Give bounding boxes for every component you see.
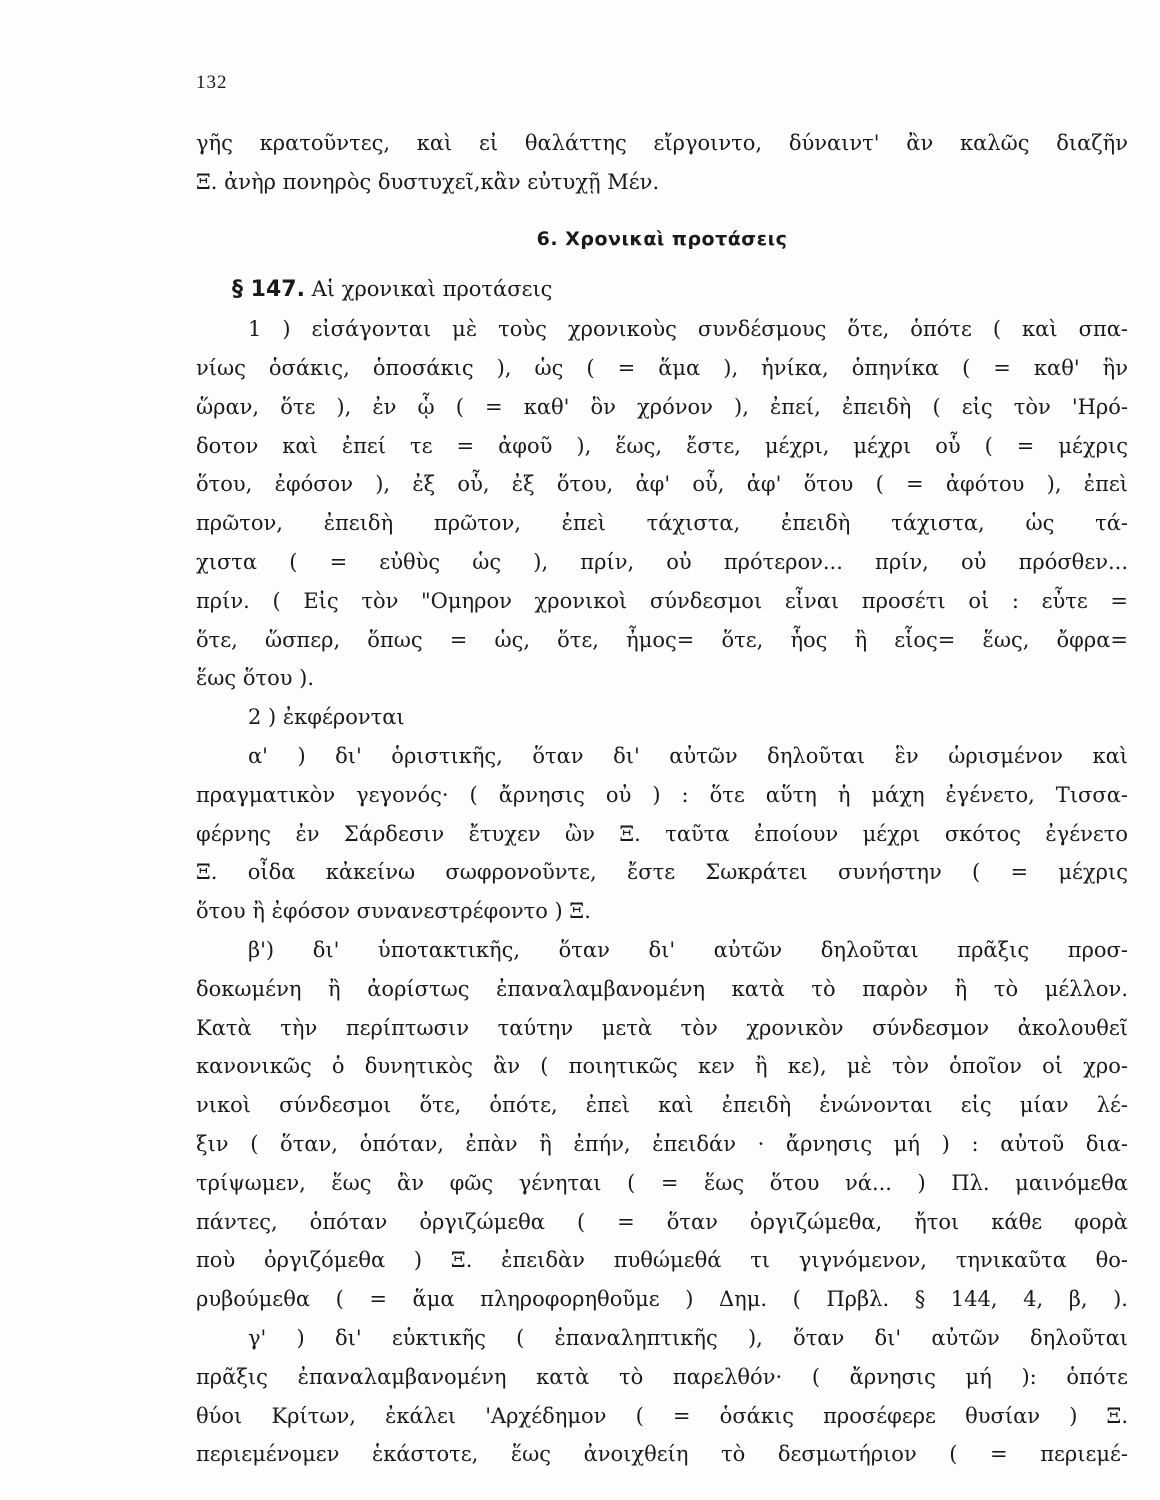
text-line: Αἱ χρονικαὶ προτάσεις (311, 277, 553, 302)
text-line: ρυβούμεθα ( = ἅμα πληροφορηθοῦμε ) Δημ. ( Πρβλ. § 144, 4, β, ). (196, 1287, 1128, 1312)
text-line: πάντες, ὁπόταν ὀργιζώμεθα ( = ὅταν ὀργιζώμεθα, ἤτοι κάθε φορὰ (196, 1209, 1128, 1234)
text-line: ὥραν, ὅτε ), ἐν ᾧ ( = καθ' ὃν χρόνον ), ἐπεί, ἐπειδὴ ( εἰς τὸν 'Ηρό- (196, 394, 1128, 419)
text-line: φέρνης ἐν Σάρδεσιν ἔτυχεν ὢν Ξ. ταῦτα ἐποίουν μέχρι σκότος ἐγένετο (196, 821, 1128, 846)
section-intro-line (196, 270, 1128, 310)
text-line: Ξ. ἀνὴρ πονηρὸς δυστυχεῖ,κἂν εὐτυχῇ Μέν. (196, 169, 660, 194)
text-line: γῆς κρατοῦντες, καὶ εἰ θαλάττης εἴργοιντο, δύναιντ' ἂν καλῶς διαζῆν (196, 131, 1128, 155)
text-line: πρᾶξις ἐπαναλαμβανομένη κατὰ τὸ παρελθόν· ( ἄρνησις μή ): ὁπότε (196, 1364, 1128, 1389)
text-line: θύοι Κρίτων, ἐκάλει 'Αρχέδημον ( = ὁσάκις προσέφερε θυσίαν ) Ξ. (196, 1403, 1128, 1428)
text-line: νικοὶ σύνδεσμοι ὅτε, ὁπότε, ἐπεὶ καὶ ἐπειδὴ ἑνώνονται εἰς μίαν λέ- (196, 1093, 1128, 1118)
text-line: Ξ. οἶδα κἀκείνω σωφρονοῦντε, ἔστε Σωκράτει συνήστην ( = μέχρις (196, 860, 1128, 885)
text-line: πραγματικὸν γεγονός· ( ἄρνησις οὐ ) : ὅτε αὕτη ἡ μάχη ἐγένετο, Τισσα- (196, 782, 1128, 807)
body-text (196, 124, 1128, 1474)
text-line: ποὺ ὀργιζόμεθα ) Ξ. ἐπειδὰν πυθώμεθά τι γιγνόμενον, τηνικαῦτα θο- (196, 1248, 1128, 1273)
section-number: § 147. (232, 277, 305, 303)
text-line: ὅτου ἢ ἐφόσον συνανεστρέφοντο ) Ξ. (196, 899, 591, 924)
text-line: πρῶτον, ἐπειδὴ πρῶτον, ἐπεὶ τάχιστα, ἐπειδὴ τάχιστα, ὡς τά- (196, 511, 1128, 536)
page-number: 132 (196, 72, 228, 93)
section-heading: 6. Χρονικαὶ προτάσεις (536, 227, 788, 250)
text-line: δοτον καὶ ἐπεί τε = ἀφοῦ ), ἕως, ἔστε, μέχρι, μέχρι οὗ ( = μέχρις (196, 433, 1128, 458)
text-line: δοκωμένη ἢ ἀορίστως ἐπαναλαμβανομένη κατὰ τὸ παρὸν ἢ τὸ μέλλον. (196, 976, 1128, 1001)
text-line: τρίψωμεν, ἕως ἂν φῶς γένηται ( = ἕως ὅτου νά... ) Πλ. μαινόμεθα (196, 1170, 1128, 1195)
text-line: κανονικῶς ὁ δυνητικὸς ἂν ( ποιητικῶς κεν ἢ κε), μὲ τὸν ὁποῖον οἱ χρο- (196, 1054, 1128, 1079)
text-line: ὅτε, ὥσπερ, ὅπως = ὡς, ὅτε, ἦμος= ὅτε, ἧος ἢ εἷος= ἕως, ὄφρα= (196, 627, 1128, 652)
text-line: νίως ὁσάκις, ὁποσάκις ), ὡς ( = ἅμα ), ἡνίκα, ὁπηνίκα ( = καθ' ἣν (196, 355, 1128, 380)
text-line: 1 ) εἰσάγονται μὲ τοὺς χρονικοὺς συνδέσμους ὅτε, ὁπότε ( καὶ σπα- (248, 317, 1128, 342)
text-line: β') δι' ὑποτακτικῆς, ὅταν δι' αὐτῶν δηλοῦται πρᾶξις προσ- (248, 937, 1128, 962)
text-line: α' ) δι' ὁριστικῆς, ὅταν δι' αὐτῶν δηλοῦται ἓν ὡρισμένον καὶ (248, 743, 1128, 768)
text-line: ἕως ὅτου ). (196, 666, 315, 691)
text-line: περιεμένομεν ἑκάστοτε, ἕως ἀνοιχθείη τὸ δεσμωτήριον ( = περιεμέ- (196, 1442, 1128, 1467)
text-line: πρίν. ( Εἰς τὸν "Ομηρον χρονικοὶ σύνδεσμοι εἶναι προσέτι οἱ : εὖτε = (196, 588, 1128, 613)
text-line: χιστα ( = εὐθὺς ὡς ), πρίν, οὐ πρότερον... πρίν, οὐ πρόσθεν... (196, 549, 1128, 574)
text-line: 2 ) ἐκφέρονται (248, 705, 405, 730)
text-line: Κατὰ τὴν περίπτωσιν ταύτην μετὰ τὸν χρονικὸν σύνδεσμον ἀκολουθεῖ (196, 1015, 1128, 1040)
text-line: ξιν ( ὅταν, ὁπόταν, ἐπὰν ἢ ἐπήν, ἐπειδάν · ἄρνησις μή ) : αὐτοῦ δια- (196, 1131, 1128, 1156)
text-line: γ' ) δι' εὐκτικῆς ( ἐπαναληπτικῆς ), ὅταν δι' αὐτῶν δηλοῦται (248, 1325, 1128, 1350)
text-line: ὅτου, ἐφόσον ), ἐξ οὗ, ἐξ ὅτου, ἀφ' οὗ, ἀφ' ὅτου ( = ἀφότου ), ἐπεὶ (196, 472, 1128, 497)
